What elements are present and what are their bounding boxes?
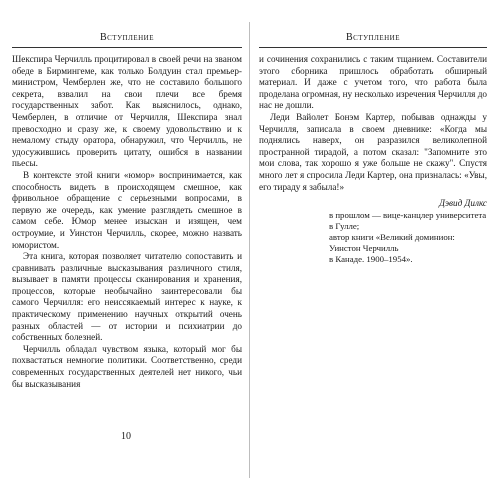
gutter — [249, 22, 250, 478]
running-head: Вступление — [99, 32, 155, 43]
author-note — [329, 210, 487, 265]
paragraph: В контексте этой книги «юмор» воспринимается, как способность видеть в происходящем смешное, как фривольное обращение с серьезными вопросами, в первую же очередь, как умение разглядеть смешное в самом себе. Юмор менее изыскан и изящен, чем остроумие, и Уинстон Черчилль, скорее, можно назвать юмористом. — [12, 169, 242, 250]
author-signature: Дэвид Дилкс — [439, 198, 487, 209]
paragraph: Черчилль обладал чувством языка, который мог бы похвастаться немногие политики. Соответственно, среди современных государственных деятелей нет никого, чьи бы высказывания — [12, 343, 242, 389]
page-number: 10 — [121, 431, 131, 442]
header-rule — [259, 47, 487, 48]
right-page — [253, 20, 495, 480]
author-note-line: в прошлом — вице-канцлер университета в Гулле; — [329, 209, 487, 231]
author-note-line: в Канаде. 1900–1954». — [329, 253, 413, 264]
paragraph: Шекспира Черчилль процитировал в своей речи на званом обеде в Бирмингеме, как только Болдуин стал премьер-министром, Чемберлен же, что не составило большого секрета, взвалил на свои плечи все бремя государственных забот. Как выяснилось, однако, Чемберлен, в отличие от Черчилля, Шекспира знал превосходно и сразу же, к своему удовольствию и к немалому стыду оратора, обнаружил, что Черчилль, не удосужившись проверить цитату, ошибся в названии пьесы. — [12, 54, 242, 169]
header-rule — [12, 47, 242, 48]
left-page — [4, 20, 248, 480]
page-text — [259, 54, 487, 193]
paragraph: Леди Вайолет Бонэм Картер, побывав однажды у Черчилля, записала в своем дневнике: «Когда мы поднялись наверх, он разразился великолепной пространной тирадой, а потом сказал: "Запомните это мои слова, так хорошо я уже больше не скажу". Спустя много лет я спросила Леди Картер, она призналась: «Увы, его тираду я забыла!» — [259, 111, 487, 192]
page-text — [12, 54, 242, 390]
running-head: Вступление — [345, 32, 401, 43]
paragraph: и сочинения сохранились с таким тщанием. Составители этого сборника пришлось обработать обширный материал. И даже с учетом того, что работа была проделана огромная, ну несколько изречения Черчилля до нас не дошли. — [259, 54, 487, 111]
author-note-line: автор книги «Великий доминион: Уинстон Черчилль — [329, 231, 455, 253]
paragraph: Эта книга, которая позволяет читателю сопоставить и сравнивать различные высказывания различного стиля, вызывает в памяти процессы сканирования и хранения, процессов, которые необычайно заинтересовали бы самого Черчилля: его неиссякаемый интерес к науке, к практическому применению научных открытий очень разных областей — от истории и психиатрии до собственных болезней. — [12, 251, 242, 343]
